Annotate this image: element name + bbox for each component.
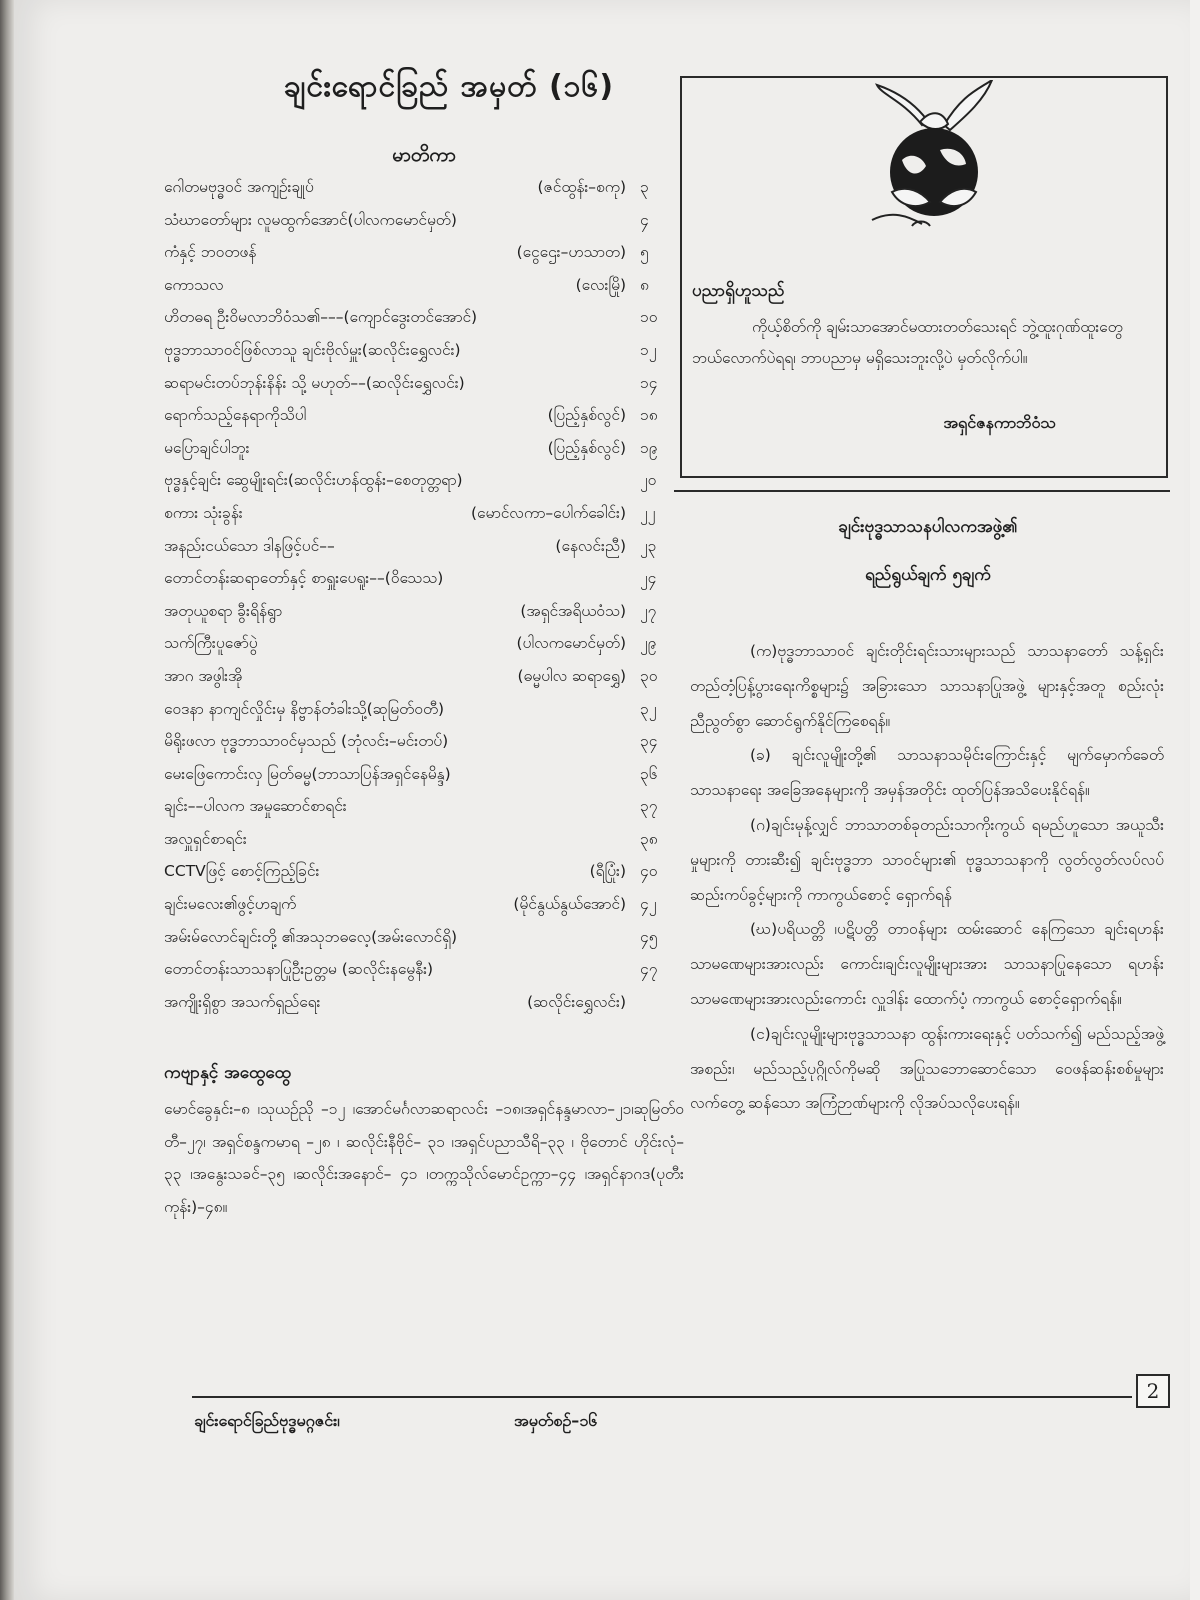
toc-entry bbox=[164, 536, 684, 569]
objectives-body bbox=[690, 634, 1164, 1121]
page-number: 2 bbox=[1136, 1374, 1170, 1408]
toc-entry-title: သံဃာတော်များ လူမထွက်အောင်(ပါလကမောင်မှတ်) bbox=[164, 210, 457, 229]
objectives-heading-org: ချင်းဗုဒ္ဓသာသနပါလကအဖွဲ့၏ bbox=[838, 517, 1018, 537]
toc-entry-author: (ဇင်ထွန်း–စကု) bbox=[537, 178, 626, 196]
toc-entry-page: ၂၄ bbox=[640, 569, 657, 588]
objective-paragraph: (င)ချင်းလူမျိုးများဗုဒ္ဓသာသနာ ထွန်းကားရေးနှင့် ပတ်သက်၍ မည်သည့်အဖွဲ့အစည်း၊ မည်သည့်ပုဂ္ဂိုလ်ကိုမဆို အပြုသဘောဆောင်သော ဝေဖန်ဆန်းစစ်မှုများ လက်တွေ့ ဆန်သော အကြံဉာဏ်များကို လိုအပ်သလိုပေးရန်။ bbox=[690, 1024, 1164, 1113]
toc-entry-title: တောင်တန်းသာသနာပြုဦးဥတ္တမ (ဆလိုင်းနမွေနီး) bbox=[164, 960, 434, 979]
toc-list bbox=[164, 177, 684, 1024]
toc-entry-page: ၂၃ bbox=[640, 536, 657, 555]
toc-entry-page: ၃ bbox=[640, 178, 649, 196]
toc-entry-title: အမ်းမ်လောင်ချင်းတို့ ၏အသုဘဓလေ့(အမ်းလောင်ရှိ) bbox=[164, 927, 458, 946]
toc-entry-author: (မိုင်နွယ်နွယ်အောင်) bbox=[513, 895, 626, 914]
toc-entry-page: ၅ bbox=[640, 243, 649, 262]
toc-entry-page: ၂၂ bbox=[640, 503, 656, 522]
toc-entry-page: ၁၈ bbox=[640, 406, 658, 425]
dove-globe-hands-icon bbox=[852, 80, 1002, 230]
toc-entry-page: ၄၂ bbox=[640, 895, 657, 914]
poems-contributors: မောင်ခွေနှင်း–၈ ၊သုယဉ်ညို –၁၂ ၊အောင်မင်္ဂလာဆရာလင်း –၁၈၊အရှင်နန္ဒမာလာ–၂၁၊ဆုမြတ်ဝတီ–၂၇၊ အရှင်စန္ဒကမာရ –၂၈ ၊ ဆလိုင်းနီဗိုင်– ၃၁ ၊အရှင်ပညာသီရိ–၃၃ ၊ ဗိုတောင် ဟိုင်းလုံ–၃၃ ၊အနွေးသခင်–၃၅ ၊ဆလိုင်းအနောင်– ၄၁ ၊တက္ကသိုလ်မောင်ဥက္ကာ–၄၄ ၊အရှင်နာဂဒ(ပုတီးကုန်း)–၄၈။ bbox=[164, 1100, 684, 1216]
toc-entry-page: ၈ bbox=[640, 275, 649, 294]
toc-entry bbox=[164, 438, 684, 471]
toc-entry bbox=[164, 796, 684, 829]
toc-entry bbox=[164, 601, 684, 634]
toc-entry bbox=[164, 242, 684, 275]
toc-entry-page: ၂၀ bbox=[640, 471, 657, 490]
quote-text: ကိုယ့်စိတ်ကို ချမ်းသာအောင်မထားတတ်သေးရင် ဘွဲ့ထူးဂုဏ်ထူးတွေ ဘယ်လောက်ပဲရရ၊ ဘာပညာမှ မရှိသေးဘူးလို့ပဲ မှတ်လိုက်ပါ။ bbox=[692, 318, 1123, 367]
quote-heading: ပညာရှိဟူသည် bbox=[692, 281, 785, 301]
toc-entry bbox=[164, 992, 684, 1025]
quote-box bbox=[680, 76, 1168, 478]
toc-entry-page: ၃၀ bbox=[640, 666, 658, 685]
toc-entry-title: မိရိုးဖလာ ဗုဒ္ဓဘာသာဝင်မှသည် (ဘုံလင်း–မင်းတပ်) bbox=[164, 732, 449, 751]
toc-entry-title: မပြောချင်ပါဘူး bbox=[164, 438, 250, 457]
quote-author: အရှင်ဇနကာဘိဝံသ bbox=[943, 413, 1056, 432]
toc-entry bbox=[164, 829, 684, 862]
magazine-title: ချင်းရောင်ခြည် အမှတ် (၁၆) bbox=[283, 69, 615, 104]
toc-entry-title: အာဂ အဖွါးအို bbox=[164, 666, 243, 685]
toc-entry bbox=[164, 894, 684, 927]
toc-entry bbox=[164, 764, 684, 797]
toc-entry-author: (ရီပြုံး) bbox=[589, 862, 626, 881]
objective-paragraph: (ဂ)ချင်းမုန့်လျှင် ဘာသာတစ်ခုတည်းသာကိုးကွယ် ရမည်ဟူသော အယူသီးမှုများကို တားဆီး၍ ချင်းဗုဒ္ဓဘာ သာဝင်များ၏ ဗုဒ္ဓသာသနာကို လွတ်လွတ်လပ်လပ် ဆည်းကပ်ခွင့်များကို ကာကွယ်စောင့် ရှောက်ရန် bbox=[690, 815, 1164, 904]
toc-entry-author: (ပြည့်နှစ်လွင်) bbox=[547, 406, 626, 425]
toc-entry-author: (ဓမ္မပါလ ဆရာရွှေ) bbox=[517, 666, 626, 685]
toc-entry-title: သက်ကြီးပူဇော်ပွဲ bbox=[164, 634, 258, 653]
toc-entry bbox=[164, 177, 684, 210]
toc-entry bbox=[164, 633, 684, 666]
toc-entry bbox=[164, 959, 684, 992]
toc-entry-author: (လေးမြို) bbox=[575, 275, 626, 294]
toc-entry-page: ၄၀ bbox=[640, 862, 658, 881]
toc-entry-page: ၃၈ bbox=[640, 829, 658, 848]
toc-entry-title: ကံနှင့် ဘဝတဖန် bbox=[164, 243, 257, 262]
toc-entry-page: ၁၀ bbox=[640, 308, 658, 327]
toc-entry-page: ၄၇ bbox=[640, 960, 658, 979]
toc-entry-title: မေးဖြေကောင်းလှ မြတ်ဓမ္မ(ဘာသာပြန်အရှင်နေမိန္ဒ) bbox=[164, 764, 451, 783]
objective-paragraph: (က)ဗုဒ္ဓဘာသာဝင် ချင်းတိုင်းရင်းသားများသည် သာသနာတော် သန့်ရှင်းတည်တံ့ပြန့်ပွားရေးကိစ္စများ၌ အခြားသော သာသနာပြုအဖွဲ့ များနှင့်အတူ စည်းလုံး ညီညွတ်စွာ ဆောင်ရွက်နိုင်ကြစေရန်။ bbox=[690, 642, 1164, 730]
toc-entry-title: CCTVဖြင့် စောင့်ကြည့်ခြင်း bbox=[164, 862, 320, 881]
toc-entry-page: ၃၇ bbox=[640, 797, 658, 816]
toc-entry-title: ဟိတဓရ ဦးဝိမလာဘိဝံသ၏–––(ကျောင်ဒွေးတင်အောင်) bbox=[164, 308, 478, 327]
toc-entry-page: ၂၇ bbox=[640, 601, 657, 620]
toc-entry bbox=[164, 340, 684, 373]
toc-entry bbox=[164, 568, 684, 601]
toc-entry-author: (အရှင်အရိယဝံသ) bbox=[520, 601, 626, 620]
toc-heading: မာတိကာ bbox=[392, 144, 456, 166]
toc-entry-title: ကောသလ bbox=[164, 275, 224, 294]
toc-entry-author: (ပြည့်နှစ်လွင်) bbox=[547, 438, 626, 457]
toc-entry-title: ချင်း––ပါလက အမှုဆောင်စာရင်း bbox=[164, 797, 347, 816]
toc-entry-page: ၁၂ bbox=[640, 340, 657, 359]
toc-entry-author: (ဆလိုင်းရွှေလင်း) bbox=[527, 992, 626, 1011]
toc-entry-author: (ငွေဌေး–ဟသာတ) bbox=[516, 243, 626, 262]
toc-entry bbox=[164, 373, 684, 406]
objectives-heading: ရည်ရွယ်ချက် ၅ချက် bbox=[865, 565, 991, 585]
toc-entry-title: ဆရာမင်းတပ်ဘုန်းနိန်း သို့ မဟုတ်––(ဆလိုင်းရွှေလင်း) bbox=[164, 373, 465, 392]
toc-entry-page: ၁၄ bbox=[640, 373, 658, 392]
footer-rule bbox=[192, 1396, 1132, 1398]
toc-entry-page: ၂၉ bbox=[640, 634, 657, 653]
toc-entry-title: ချင်းမလေး၏ဖွင့်ဟချက် bbox=[164, 895, 297, 914]
toc-entry bbox=[164, 861, 684, 894]
objective-paragraph: (ဃ)ပရိယတ္တိ ၊ပဋိပတ္တိ တာဝန်များ ထမ်းဆောင် နေကြသော ချင်းရဟန်း သာမဏေများအားလည်း ကောင်း၊ချင်းလူမျိုးများအား သာသနာပြုနေသော ရဟန်း သာမဏေများအားလည်းကောင်း လှူဒါန်း ထောက်ပံ့ ကာကွယ် စောင့်ရှောက်ရန်။ bbox=[690, 920, 1164, 1008]
section-divider bbox=[674, 490, 1170, 492]
book-binding bbox=[0, 0, 14, 1600]
toc-entry-title: အလှူရှင်စာရင်း bbox=[164, 829, 247, 848]
table-of-contents-column bbox=[164, 66, 684, 1223]
toc-entry bbox=[164, 666, 684, 699]
toc-entry-title: ဂေါတမဗုဒ္ဓဝင် အကျဉ်းချုပ် bbox=[164, 178, 314, 196]
toc-entry bbox=[164, 307, 684, 340]
toc-entry bbox=[164, 470, 684, 503]
toc-entry-title: အကျိုးရှိစွာ အသက်ရှည်ရေး bbox=[164, 992, 321, 1011]
objectives-section bbox=[680, 490, 1176, 1330]
footer-magazine-name: ချင်းရောင်ခြည်ဗုဒ္ဓမဂ္ဂဇင်း၊ bbox=[194, 1411, 340, 1430]
toc-entry-title: အတုယူစရာ ခွီးရိန်ရွာ bbox=[164, 601, 283, 620]
toc-entry-title: ဗုဒ္ဓနှင့်ချင်း ဆွေမျိုးရင်း(ဆလိုင်းဟန်ထွန်း–စေတုတ္တရာ) bbox=[164, 471, 463, 490]
toc-entry bbox=[164, 210, 684, 243]
toc-entry-page: ၄ bbox=[640, 210, 649, 229]
toc-entry-author: (နေလင်းညီ) bbox=[555, 536, 626, 555]
toc-entry-title: ဗုဒ္ဓဘာသာဝင်ဖြစ်လာသူ ချင်းဗိုလ်မှူး(ဆလိုင်းရွှေလင်း) bbox=[164, 340, 461, 359]
footer-issue: အမှတ်စဉ်–၁၆ bbox=[514, 1411, 598, 1430]
toc-entry-title: စကား သုံးခွန်း bbox=[164, 503, 243, 522]
toc-entry-title: ဝေဒနာ နာကျင်လှိုင်းမှ နိဗ္ဗာန်တံခါးသို့(ဆုမြတ်ဝတီ) bbox=[164, 699, 445, 718]
toc-entry bbox=[164, 699, 684, 732]
poems-heading: ကဗျာနှင့် အထွေထွေ bbox=[164, 1063, 292, 1084]
toc-entry bbox=[164, 927, 684, 960]
toc-entry-title: တောင်တန်းဆရာတော်နှင့် စာရှူးပေရူး––(ဝိသေသ) bbox=[164, 569, 444, 588]
toc-entry bbox=[164, 731, 684, 764]
toc-entry-author: (မောင်လကာ–ပေါက်ခေါင်း) bbox=[471, 503, 626, 522]
toc-entry-page: ၃၆ bbox=[640, 764, 658, 783]
toc-entry-page: ၄၅ bbox=[640, 927, 658, 946]
toc-entry bbox=[164, 503, 684, 536]
toc-entry-page: ၁၉ bbox=[640, 438, 658, 457]
objective-paragraph: (ခ) ချင်းလူမျိုးတို့၏ သာသနာသမိုင်းကြောင်းနှင့် မျက်မှောက်ခေတ် သာသနာရေး အခြေအနေများကို အမှန်အတိုင်း ထုတ်ပြန်အသိပေးနိုင်ရန်။ bbox=[690, 746, 1164, 800]
toc-entry-author: (ပါလကမောင်မှတ်) bbox=[516, 634, 626, 653]
toc-entry-page: ၃၄ bbox=[640, 732, 658, 751]
toc-entry-page: ၃၂ bbox=[640, 699, 657, 718]
toc-entry-title: ရောက်သည့်နေရာကိုသိပါ bbox=[164, 406, 307, 425]
toc-entry bbox=[164, 405, 684, 438]
toc-entry-title: အနည်းငယ်သော ဒါနဖြင့်ပင်–– bbox=[164, 536, 335, 555]
magazine-page bbox=[14, 0, 1190, 1600]
toc-entry bbox=[164, 275, 684, 308]
